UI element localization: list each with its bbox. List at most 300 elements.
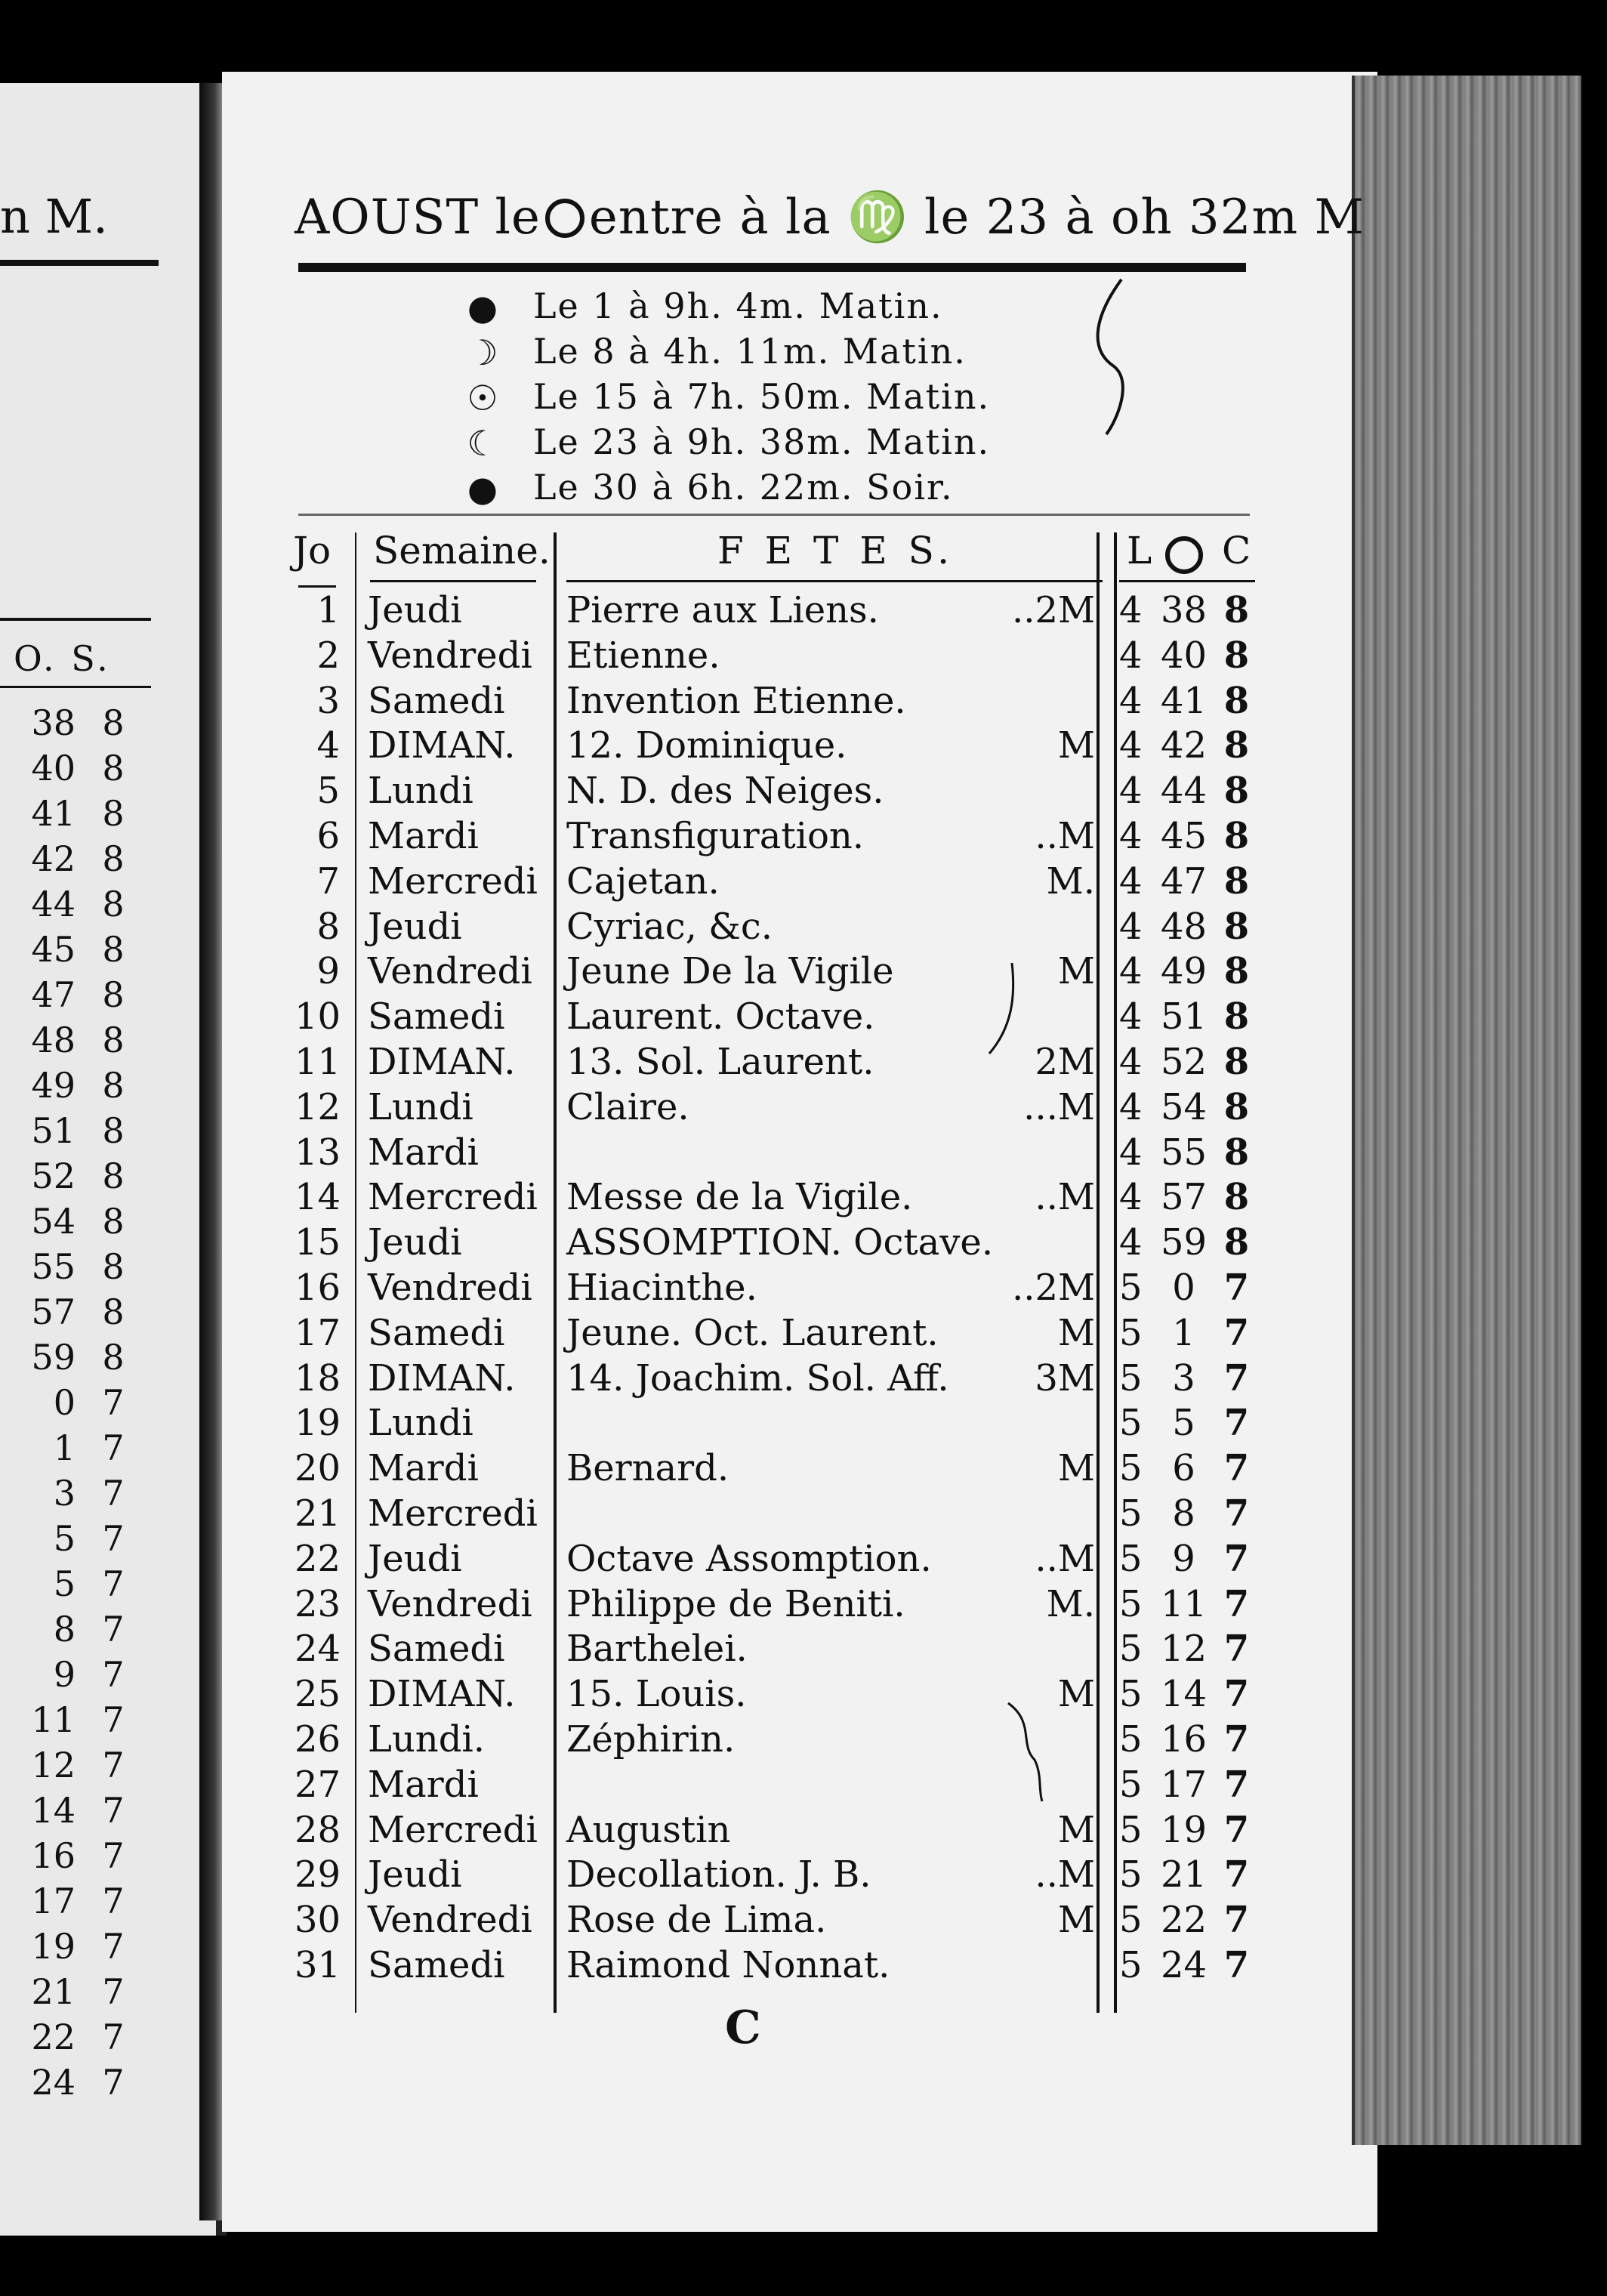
weekday: Lundi. — [368, 1718, 486, 1761]
weekday: Mardi — [368, 1763, 479, 1806]
sunset-hour: 8 — [1223, 1085, 1250, 1128]
left-page-column-header: O. S. — [14, 638, 111, 679]
feast-name: Pierre aux Liens. — [566, 589, 879, 631]
weekday: Samedi — [368, 1944, 505, 1986]
feast-name: Cyriac, &c. — [566, 905, 773, 948]
header-jo: Jo — [293, 529, 332, 572]
day-number: 16 — [295, 1267, 341, 1309]
calendar-row — [0, 1041, 1284, 1086]
left-page-seconds: 8 — [102, 838, 125, 879]
sunrise-minute: 3 — [1172, 1356, 1195, 1400]
calendar-row — [0, 1312, 1284, 1357]
sunset-hour: 8 — [1223, 905, 1250, 948]
moon-mark: M. — [1046, 859, 1095, 903]
day-number: 2 — [316, 634, 340, 677]
weekday: DIMAN. — [368, 724, 516, 767]
day-number: 30 — [295, 1899, 341, 1942]
day-number: 10 — [295, 995, 341, 1038]
left-page-minutes: 44 — [31, 884, 76, 924]
day-number: 19 — [295, 1402, 341, 1445]
weekday: Samedi — [368, 995, 505, 1038]
day-number: 8 — [316, 905, 340, 948]
moon-mark: M — [1057, 1899, 1095, 1942]
sunrise-minute: 41 — [1160, 679, 1208, 722]
sunset-hour: 7 — [1223, 1582, 1250, 1625]
calendar-row — [0, 1718, 1284, 1764]
day-number: 15 — [295, 1221, 341, 1264]
sun-icon — [545, 199, 585, 238]
sunrise-minute: 38 — [1160, 589, 1208, 631]
sunrise-hour: 5 — [1119, 1582, 1143, 1625]
sunrise-hour: 4 — [1119, 1221, 1143, 1264]
feast-name: Jeune. Oct. Laurent. — [566, 1311, 939, 1354]
moon-mark: ..M — [1035, 1537, 1095, 1580]
day-number: 3 — [316, 679, 340, 722]
sunrise-hour: 5 — [1119, 1628, 1143, 1671]
sunrise-minute: 49 — [1160, 950, 1208, 993]
calendar-row — [0, 1583, 1284, 1628]
handwritten-bracket-mark — [1076, 276, 1167, 442]
header-loc-l: L — [1127, 529, 1152, 572]
sunrise-hour: 4 — [1119, 995, 1143, 1038]
feast-name: Transfiguration. — [566, 815, 865, 857]
left-page-minutes: 17 — [31, 1881, 76, 1921]
left-page-minutes: 48 — [31, 1020, 76, 1060]
sunrise-hour: 4 — [1119, 634, 1143, 677]
left-page-header-rule — [0, 260, 159, 266]
calendar-row — [0, 1402, 1284, 1447]
moon-mark: M. — [1046, 1582, 1095, 1625]
calendar-row — [0, 1764, 1284, 1809]
left-page-seconds: 7 — [102, 1563, 125, 1604]
left-page-seconds: 8 — [102, 1292, 125, 1332]
feast-name: N. D. des Neiges. — [566, 770, 884, 813]
moon-phase-text: Le 30 à 6h. 22m. Soir. — [533, 467, 954, 508]
moon-phase-row — [462, 421, 1142, 467]
sunrise-minute: 44 — [1160, 770, 1208, 813]
sunrise-minute: 40 — [1160, 634, 1208, 677]
moon-phase-text: Le 23 à 9h. 38m. Matin. — [533, 421, 991, 462]
sunset-hour: 8 — [1223, 1176, 1250, 1219]
title-rule — [298, 263, 1246, 272]
day-number: 28 — [295, 1808, 341, 1851]
left-page-minutes: 5 — [53, 1518, 76, 1559]
moon-mark: M — [1057, 724, 1095, 767]
feast-name: Hiacinthe. — [566, 1267, 757, 1309]
weekday: Vendredi — [368, 1899, 532, 1942]
sunrise-minute: 6 — [1172, 1447, 1195, 1490]
weekday: Jeudi — [368, 1537, 462, 1580]
feast-name: Claire. — [566, 1085, 689, 1128]
calendar-row — [0, 1357, 1284, 1403]
header-semaine: Semaine. — [373, 529, 551, 572]
feast-name: Decollation. J. B. — [566, 1853, 871, 1896]
day-number: 12 — [295, 1085, 341, 1128]
day-number: 27 — [295, 1763, 341, 1806]
feast-name: Octave Assomption. — [566, 1537, 932, 1580]
day-number: 18 — [295, 1356, 341, 1400]
sunrise-minute: 55 — [1160, 1131, 1208, 1174]
left-page-minutes: 12 — [31, 1745, 76, 1785]
calendar-row — [0, 1809, 1284, 1854]
first-quarter-icon: ☽ — [467, 332, 500, 373]
feast-name: 12. Dominique. — [566, 724, 847, 767]
sunset-hour: 8 — [1223, 950, 1250, 993]
left-page-seconds: 8 — [102, 748, 125, 788]
feast-name: Laurent. Octave. — [566, 995, 875, 1038]
left-page-seconds: 7 — [102, 1971, 125, 2012]
feast-name: 14. Joachim. Sol. Aff. — [566, 1356, 949, 1400]
moon-mark: M — [1057, 1311, 1095, 1354]
sunset-hour: 8 — [1223, 1221, 1250, 1264]
feast-name: Philippe de Beniti. — [566, 1582, 905, 1625]
calendar-row — [0, 1492, 1284, 1538]
weekday: Mardi — [368, 1131, 479, 1174]
sunrise-hour: 4 — [1119, 1176, 1143, 1219]
sunrise-hour: 5 — [1119, 1537, 1143, 1580]
month-name: AOUST — [295, 190, 480, 245]
sunset-hour: 7 — [1223, 1267, 1250, 1309]
header-fetes: F E T E S. — [717, 529, 954, 572]
calendar-row — [0, 1944, 1284, 1989]
day-number: 20 — [295, 1447, 341, 1490]
full-moon-icon: ☉ — [467, 378, 500, 418]
day-number: 4 — [316, 724, 340, 767]
left-page-minutes: 3 — [53, 1473, 76, 1514]
left-page-minutes: 54 — [31, 1201, 76, 1242]
sunrise-hour: 4 — [1119, 679, 1143, 722]
new-moon-icon: ● — [467, 468, 500, 509]
sunrise-hour: 5 — [1119, 1899, 1143, 1942]
header-underline-jo — [298, 585, 336, 588]
sunset-hour: 8 — [1223, 815, 1250, 857]
calendar-row — [0, 1086, 1284, 1131]
left-page-minutes: 16 — [31, 1835, 76, 1876]
left-page-minutes: 5 — [53, 1563, 76, 1604]
sunrise-hour: 4 — [1119, 905, 1143, 948]
moon-mark: M — [1057, 1808, 1095, 1851]
left-page-seconds: 8 — [102, 974, 125, 1015]
sunset-hour: 8 — [1223, 724, 1250, 767]
left-page-row — [0, 2017, 181, 2062]
sunset-hour: 8 — [1223, 859, 1250, 903]
moon-mark: M — [1057, 1673, 1095, 1716]
left-page-minutes: 45 — [31, 929, 76, 970]
moon-mark: M — [1057, 950, 1095, 993]
left-page-minutes: 40 — [31, 748, 76, 788]
weekday: Lundi — [368, 1085, 473, 1128]
sunset-hour: 7 — [1223, 1311, 1250, 1354]
sunrise-hour: 5 — [1119, 1402, 1143, 1445]
sunrise-minute: 1 — [1172, 1311, 1195, 1354]
left-page-seconds: 8 — [102, 1156, 125, 1196]
sunset-hour: 8 — [1223, 995, 1250, 1038]
left-page-seconds: 7 — [102, 1609, 125, 1649]
sunrise-minute: 14 — [1160, 1673, 1208, 1716]
left-page-seconds: 7 — [102, 1473, 125, 1514]
calendar-row — [0, 1176, 1284, 1221]
left-page-minutes: 57 — [31, 1292, 76, 1332]
left-page-seconds: 7 — [102, 1382, 125, 1423]
moon-mark: 3M — [1035, 1356, 1095, 1400]
sunrise-minute: 51 — [1160, 995, 1208, 1038]
sunrise-hour: 4 — [1119, 815, 1143, 857]
calendar-row — [0, 1447, 1284, 1492]
day-number: 1 — [316, 589, 340, 631]
left-page-seconds: 7 — [102, 1835, 125, 1876]
sunrise-minute: 0 — [1172, 1267, 1195, 1309]
last-quarter-icon: ☾ — [467, 423, 500, 464]
sunset-hour: 8 — [1223, 1041, 1250, 1083]
day-number: 22 — [295, 1537, 341, 1580]
sunset-hour: 7 — [1223, 1356, 1250, 1400]
sunrise-minute: 54 — [1160, 1085, 1208, 1128]
feast-name: 13. Sol. Laurent. — [566, 1041, 874, 1083]
sunrise-minute: 42 — [1160, 724, 1208, 767]
book-page-edges — [1352, 76, 1581, 2145]
weekday: Lundi — [368, 770, 473, 813]
sunrise-minute: 5 — [1172, 1402, 1195, 1445]
weekday: Vendredi — [368, 1582, 532, 1625]
moon-mark: ..M — [1035, 1853, 1095, 1896]
left-page-seconds: 7 — [102, 2017, 125, 2057]
sunrise-minute: 12 — [1160, 1628, 1208, 1671]
left-page-minutes: 41 — [31, 793, 76, 834]
left-page-seconds: 8 — [102, 1246, 125, 1287]
sunset-hour: 7 — [1223, 1763, 1250, 1806]
feast-name: Rose de Lima. — [566, 1899, 827, 1942]
weekday: Vendredi — [368, 950, 532, 993]
calendar-row — [0, 1267, 1284, 1312]
moon-mark: M — [1057, 1447, 1095, 1490]
title-date-time: le 23 à oh 32m M — [924, 190, 1365, 245]
moon-phase-text: Le 15 à 7h. 50m. Matin. — [533, 376, 991, 417]
calendar-row — [0, 680, 1284, 725]
weekday: Jeudi — [368, 589, 462, 631]
feast-name: 15. Louis. — [566, 1673, 747, 1716]
left-page-minutes: 8 — [53, 1609, 76, 1649]
left-page-seconds: 7 — [102, 1699, 125, 1740]
sunrise-hour: 4 — [1119, 1041, 1143, 1083]
day-number: 21 — [295, 1492, 341, 1535]
left-page-minutes: 51 — [31, 1110, 76, 1151]
sunrise-minute: 11 — [1160, 1582, 1208, 1625]
sunrise-minute: 24 — [1160, 1944, 1208, 1986]
moon-phase-row — [462, 376, 1142, 421]
left-page-seconds: 7 — [102, 1745, 125, 1785]
moon-phase-row — [462, 467, 1142, 512]
sunset-hour: 7 — [1223, 1537, 1250, 1580]
sunset-hour: 7 — [1223, 1402, 1250, 1445]
phases-separator — [298, 514, 1250, 516]
day-number: 23 — [295, 1582, 341, 1625]
sunrise-minute: 21 — [1160, 1853, 1208, 1896]
weekday: Vendredi — [368, 1267, 532, 1309]
sunset-hour: 7 — [1223, 1718, 1250, 1761]
moon-phase-row — [462, 331, 1142, 376]
sunset-hour: 8 — [1223, 589, 1250, 631]
day-number: 11 — [295, 1041, 341, 1083]
feast-name: Invention Etienne. — [566, 679, 906, 722]
feast-name: ASSOMPTION. Octave. — [566, 1221, 994, 1264]
moon-mark: ..M — [1035, 815, 1095, 857]
weekday: DIMAN. — [368, 1356, 516, 1400]
day-number: 13 — [295, 1131, 341, 1174]
day-number: 7 — [316, 859, 340, 903]
calendar-row — [0, 995, 1284, 1041]
title-le: le — [495, 190, 541, 245]
left-page-minutes: 52 — [31, 1156, 76, 1196]
calendar-row — [0, 1899, 1284, 1944]
left-page-seconds: 8 — [102, 929, 125, 970]
weekday: DIMAN. — [368, 1041, 516, 1083]
sunrise-minute: 16 — [1160, 1718, 1208, 1761]
day-number: 26 — [295, 1718, 341, 1761]
sunset-hour: 7 — [1223, 1944, 1250, 1986]
sunrise-hour: 4 — [1119, 724, 1143, 767]
left-page-seconds: 8 — [102, 1065, 125, 1106]
weekday: Jeudi — [368, 1221, 462, 1264]
sunrise-hour: 5 — [1119, 1447, 1143, 1490]
header-loc-c: C — [1222, 529, 1251, 572]
feast-name: Zéphirin. — [566, 1718, 736, 1761]
left-page-seconds: 7 — [102, 1654, 125, 1695]
calendar-row — [0, 860, 1284, 906]
left-page-seconds: 7 — [102, 1881, 125, 1921]
weekday: DIMAN. — [368, 1673, 516, 1716]
weekday: Mardi — [368, 815, 479, 857]
day-number: 24 — [295, 1628, 341, 1671]
sunrise-minute: 17 — [1160, 1763, 1208, 1806]
left-page-seconds: 7 — [102, 1926, 125, 1967]
sunrise-hour: 5 — [1119, 1808, 1143, 1851]
calendar-row — [0, 1131, 1284, 1177]
weekday: Mercredi — [368, 859, 538, 903]
left-page-minutes: 19 — [31, 1926, 76, 1967]
left-page-minutes: 14 — [31, 1790, 76, 1831]
sunrise-hour: 5 — [1119, 1718, 1143, 1761]
calendar-row — [0, 1538, 1284, 1583]
left-page-seconds: 8 — [102, 702, 125, 743]
moon-mark: 2M — [1035, 1041, 1095, 1083]
sunrise-hour: 5 — [1119, 1356, 1143, 1400]
weekday: Jeudi — [368, 1853, 462, 1896]
sunset-hour: 7 — [1223, 1853, 1250, 1896]
sunset-hour: 7 — [1223, 1899, 1250, 1942]
feast-name: Cajetan. — [566, 859, 720, 903]
sunrise-minute: 8 — [1172, 1492, 1195, 1535]
sunset-hour: 7 — [1223, 1492, 1250, 1535]
weekday: Mercredi — [368, 1808, 538, 1851]
left-page-seconds: 7 — [102, 1427, 125, 1468]
weekday: Jeudi — [368, 905, 462, 948]
moon-phase-row — [462, 285, 1142, 331]
new-moon-icon: ● — [467, 287, 500, 328]
calendar-row — [0, 950, 1284, 995]
calendar-row — [0, 1628, 1284, 1673]
weekday: Lundi — [368, 1402, 473, 1445]
sunset-hour: 8 — [1223, 1131, 1250, 1174]
calendar-row — [0, 634, 1284, 680]
signature-mark: C — [725, 2001, 761, 2054]
left-page-seconds: 7 — [102, 2062, 125, 2103]
moon-mark: ..M — [1035, 1176, 1095, 1219]
calendar-row — [0, 906, 1284, 951]
left-page-minutes: 0 — [53, 1382, 76, 1423]
handwritten-line-mark — [982, 959, 1027, 1057]
weekday: Mercredi — [368, 1176, 538, 1219]
moon-mark: ..2M — [1012, 589, 1096, 631]
left-page-seconds: 8 — [102, 1110, 125, 1151]
calendar-row — [0, 1853, 1284, 1899]
sunrise-minute: 9 — [1172, 1537, 1195, 1580]
left-page-minutes: 59 — [31, 1337, 76, 1378]
sunrise-hour: 5 — [1119, 1673, 1143, 1716]
header-underline-fetes — [566, 580, 1103, 582]
sunrise-hour: 5 — [1119, 1311, 1143, 1354]
calendar-row — [0, 1673, 1284, 1718]
sunrise-hour: 4 — [1119, 859, 1143, 903]
sunrise-minute: 48 — [1160, 905, 1208, 948]
left-page-minutes: 9 — [53, 1654, 76, 1695]
left-page-minutes: 24 — [31, 2062, 76, 2103]
left-page-seconds: 7 — [102, 1518, 125, 1559]
weekday: Samedi — [368, 679, 505, 722]
day-number: 9 — [316, 950, 340, 993]
left-page-row — [0, 2062, 181, 2107]
sunrise-minute: 22 — [1160, 1899, 1208, 1942]
left-page-header: n M. — [0, 189, 108, 244]
feast-name: Messe de la Vigile. — [566, 1176, 913, 1219]
calendar-row — [0, 815, 1284, 860]
sunset-hour: 8 — [1223, 634, 1250, 677]
page-title — [295, 189, 1365, 245]
day-number: 17 — [295, 1311, 341, 1354]
calendar-row — [0, 724, 1284, 770]
sunrise-minute: 19 — [1160, 1808, 1208, 1851]
sunrise-minute: 57 — [1160, 1176, 1208, 1219]
sunset-hour: 8 — [1223, 770, 1250, 813]
moon-mark: ...M — [1023, 1085, 1095, 1128]
title-enters: entre à la — [588, 190, 831, 245]
sunset-hour: 7 — [1223, 1808, 1250, 1851]
sunrise-minute: 59 — [1160, 1221, 1208, 1264]
sunrise-hour: 4 — [1119, 589, 1143, 631]
sunrise-hour: 4 — [1119, 950, 1143, 993]
left-page-seconds: 8 — [102, 793, 125, 834]
feast-name: Bernard. — [566, 1447, 729, 1490]
left-page-minutes: 22 — [31, 2017, 76, 2057]
calendar-row — [0, 589, 1284, 634]
sunrise-hour: 4 — [1119, 1131, 1143, 1174]
header-sun-icon — [1165, 536, 1203, 574]
sunrise-hour: 5 — [1119, 1763, 1143, 1806]
left-page-minutes: 55 — [31, 1246, 76, 1287]
day-number: 29 — [295, 1853, 341, 1896]
moon-mark: ..2M — [1012, 1267, 1096, 1309]
calendar-row — [0, 1221, 1284, 1267]
sunset-hour: 7 — [1223, 1447, 1250, 1490]
sunrise-minute: 47 — [1160, 859, 1208, 903]
weekday: Mardi — [368, 1447, 479, 1490]
sunrise-hour: 5 — [1119, 1944, 1143, 1986]
sunset-hour: 7 — [1223, 1628, 1250, 1671]
left-page-minutes: 38 — [31, 702, 76, 743]
left-page-seconds: 8 — [102, 1020, 125, 1060]
left-page-minutes: 21 — [31, 1971, 76, 2012]
feast-name: Etienne. — [566, 634, 720, 677]
feast-name: Jeune De la Vigile — [566, 950, 894, 993]
